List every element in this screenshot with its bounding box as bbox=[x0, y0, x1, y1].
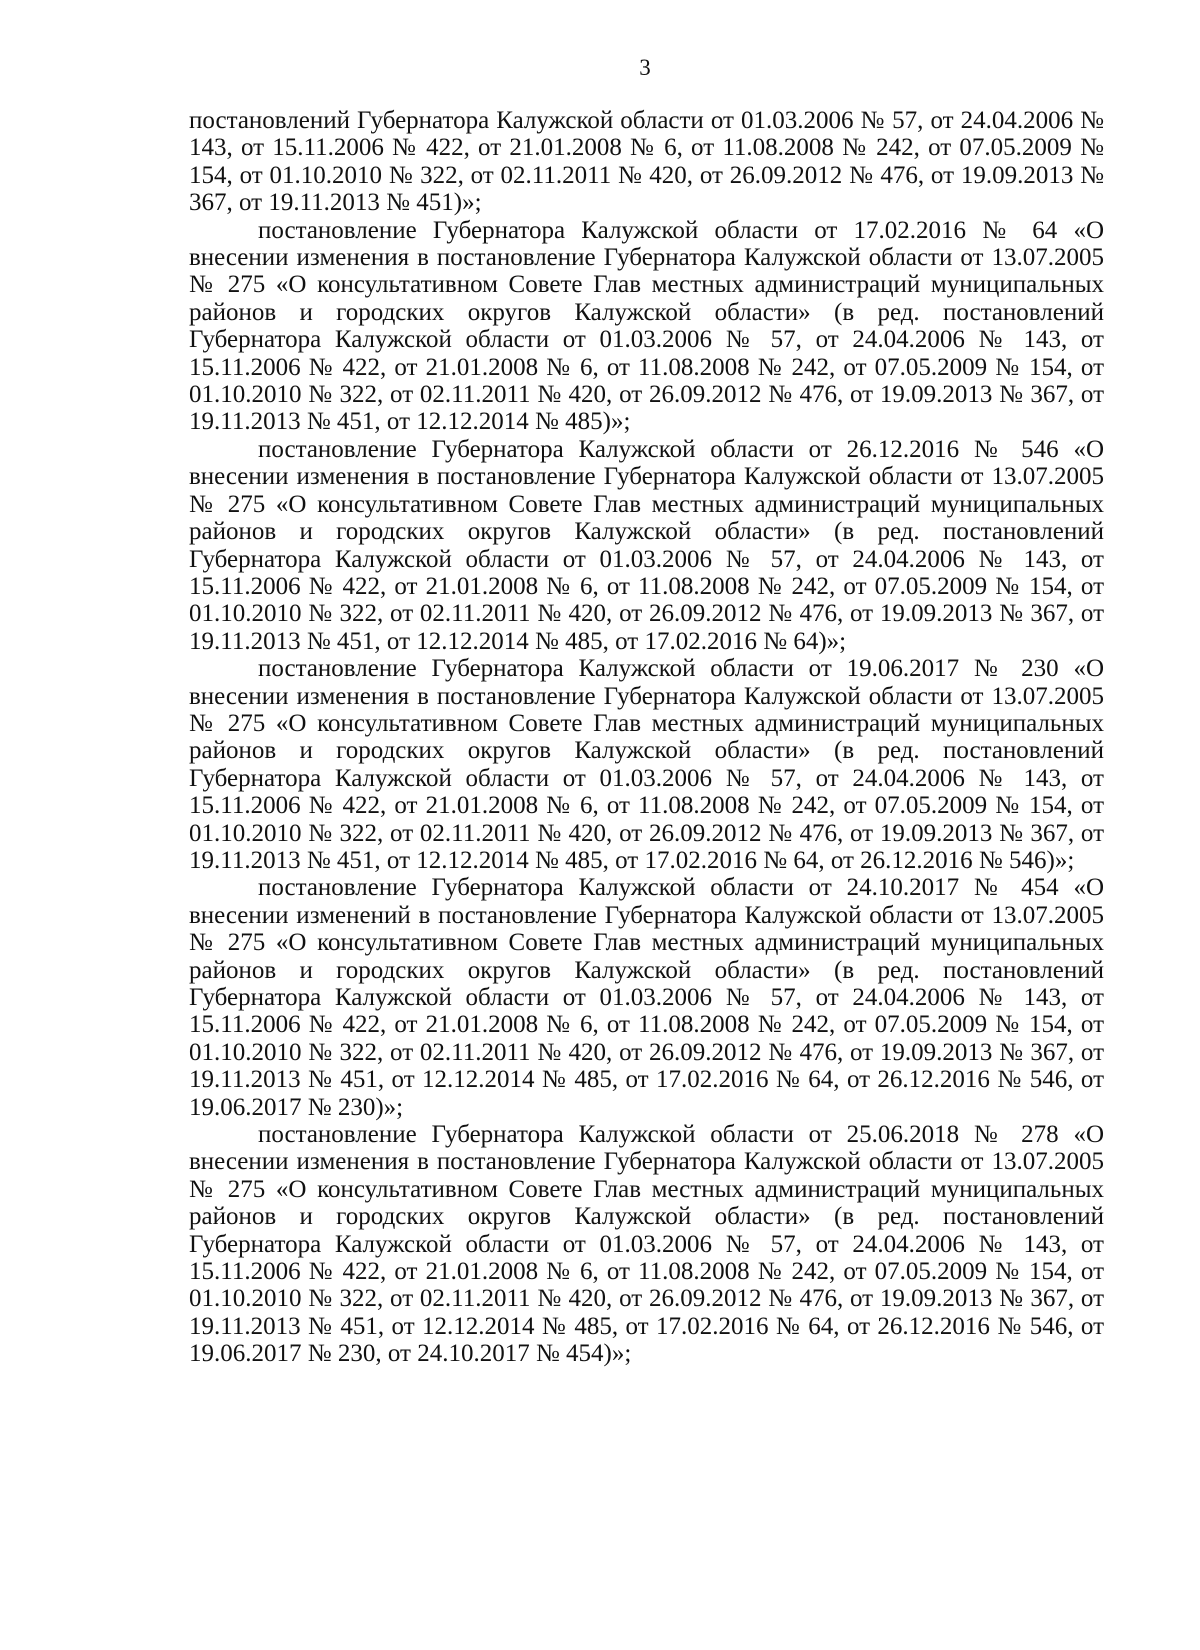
paragraph-continuation: постановлений Губернатора Калужской области от 01.03.2006 № 57, от 24.04.2006 № 143, от 15.11.2006 № 422, от 21.01.2008 № 6, от 11.08.2008 № 242, от 07.05.2009 № 154, от 01.10.2010 № 322, от 02.11.2011 № 420, от 26.09.2012 № 476, от 19.09.2013 № 367, от 19.11.2013 № 451)»; bbox=[189, 107, 1104, 217]
paragraph-resolution-2018-278: постановление Губернатора Калужской области от 25.06.2018 № 278 «О внесении изменения в постановление Губернатора Калужской области от 13.07.2005 № 275 «О консультативном Совете Глав местных администраций муниципальных районов и городских округов Калужской области» (в ред. постановлений Губернатора Калужской области от 01.03.2006 № 57, от 24.04.2006 № 143, от 15.11.2006 № 422, от 21.01.2008 № 6, от 11.08.2008 № 242, от 07.05.2009 № 154, от 01.10.2010 № 322, от 02.11.2011 № 420, от 26.09.2012 № 476, от 19.09.2013 № 367, от 19.11.2013 № 451, от 12.12.2014 № 485, от 17.02.2016 № 64, от 26.12.2016 № 546, от 19.06.2017 № 230, от 24.10.2017 № 454)»; bbox=[189, 1121, 1104, 1368]
paragraph-resolution-2017-454: постановление Губернатора Калужской области от 24.10.2017 № 454 «О внесении изменений в постановление Губернатора Калужской области от 13.07.2005 № 275 «О консультативном Совете Глав местных администраций муниципальных районов и городских округов Калужской области» (в ред. постановлений Губернатора Калужской области от 01.03.2006 № 57, от 24.04.2006 № 143, от 15.11.2006 № 422, от 21.01.2008 № 6, от 11.08.2008 № 242, от 07.05.2009 № 154, от 01.10.2010 № 322, от 02.11.2011 № 420, от 26.09.2012 № 476, от 19.09.2013 № 367, от 19.11.2013 № 451, от 12.12.2014 № 485, от 17.02.2016 № 64, от 26.12.2016 № 546, от 19.06.2017 № 230)»; bbox=[189, 874, 1104, 1121]
page-number: 3 bbox=[639, 55, 651, 80]
document-body bbox=[189, 107, 1104, 1368]
paragraph-resolution-2016-546: постановление Губернатора Калужской области от 26.12.2016 № 546 «О внесении изменения в постановление Губернатора Калужской области от 13.07.2005 № 275 «О консультативном Совете Глав местных администраций муниципальных районов и городских округов Калужской области» (в ред. постановлений Губернатора Калужской области от 01.03.2006 № 57, от 24.04.2006 № 143, от 15.11.2006 № 422, от 21.01.2008 № 6, от 11.08.2008 № 242, от 07.05.2009 № 154, от 01.10.2010 № 322, от 02.11.2011 № 420, от 26.09.2012 № 476, от 19.09.2013 № 367, от 19.11.2013 № 451, от 12.12.2014 № 485, от 17.02.2016 № 64)»; bbox=[189, 435, 1104, 655]
paragraph-resolution-2017-230: постановление Губернатора Калужской области от 19.06.2017 № 230 «О внесении изменения в постановление Губернатора Калужской области от 13.07.2005 № 275 «О консультативном Совете Глав местных администраций муниципальных районов и городских округов Калужской области» (в ред. постановлений Губернатора Калужской области от 01.03.2006 № 57, от 24.04.2006 № 143, от 15.11.2006 № 422, от 21.01.2008 № 6, от 11.08.2008 № 242, от 07.05.2009 № 154, от 01.10.2010 № 322, от 02.11.2011 № 420, от 26.09.2012 № 476, от 19.09.2013 № 367, от 19.11.2013 № 451, от 12.12.2014 № 485, от 17.02.2016 № 64, от 26.12.2016 № 546)»; bbox=[189, 655, 1104, 874]
paragraph-resolution-2016-64: постановление Губернатора Калужской области от 17.02.2016 № 64 «О внесении изменения в постановление Губернатора Калужской области от 13.07.2005 № 275 «О консультативном Совете Глав местных администраций муниципальных районов и городских округов Калужской области» (в ред. постановлений Губернатора Калужской области от 01.03.2006 № 57, от 24.04.2006 № 143, от 15.11.2006 № 422, от 21.01.2008 № 6, от 11.08.2008 № 242, от 07.05.2009 № 154, от 01.10.2010 № 322, от 02.11.2011 № 420, от 26.09.2012 № 476, от 19.09.2013 № 367, от 19.11.2013 № 451, от 12.12.2014 № 485)»; bbox=[189, 216, 1104, 436]
